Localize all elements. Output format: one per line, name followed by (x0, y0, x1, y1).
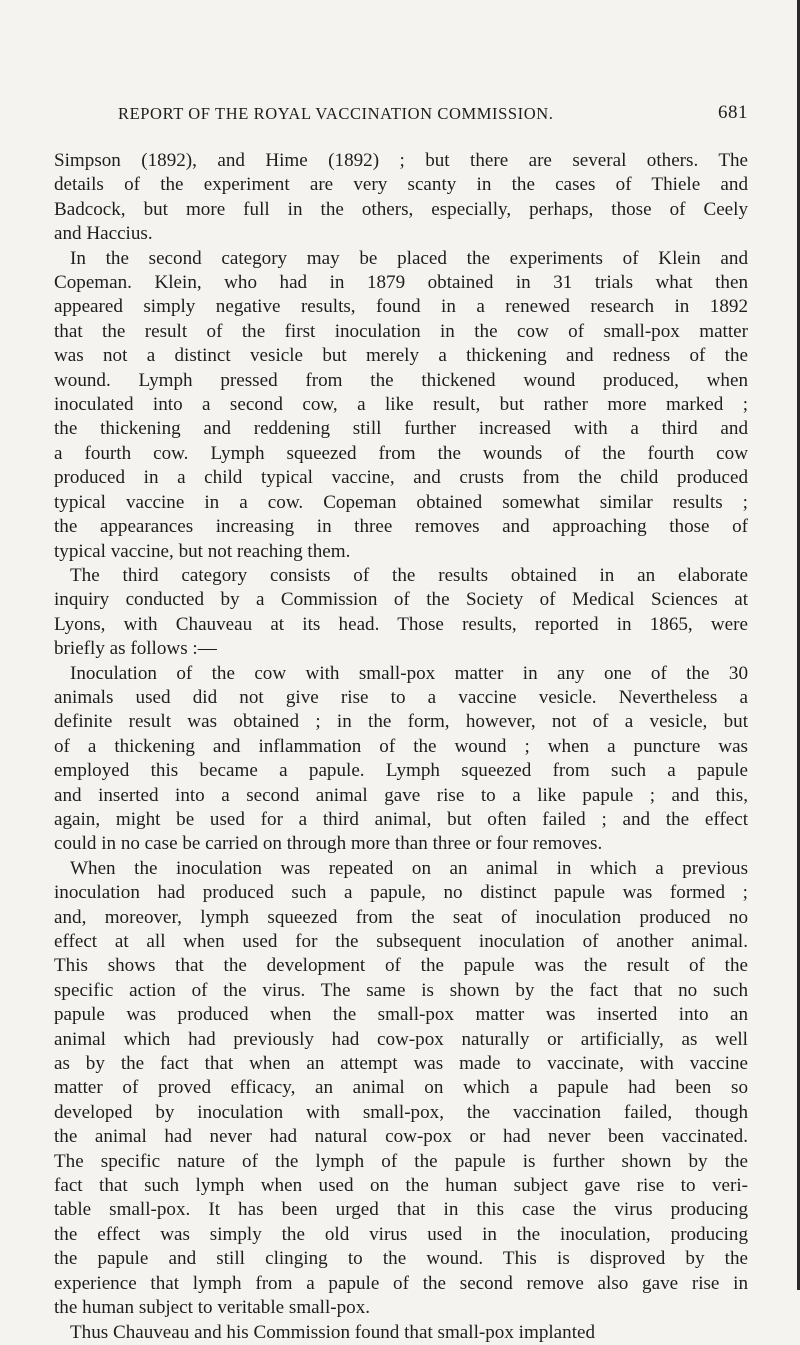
text-line: and inserted into a second animal gave rise to a like papule ; and this, (54, 784, 748, 806)
text-line: again, might be used for a third animal, but often failed ; and the effect (54, 808, 748, 830)
text-line: the appearances increasing in three removes and approaching those of (54, 516, 748, 538)
text-line: typical vaccine in a cow. Copeman obtained somewhat similar results ; (54, 491, 748, 513)
text-line: Badcock, but more full in the others, especially, perhaps, those of Ceely (54, 198, 748, 220)
text-line: inoculation had produced such a papule, no distinct papule was formed ; (54, 882, 748, 904)
text-line: produced in a child typical vaccine, and crusts from the child produced (54, 467, 748, 489)
text-line: papule was produced when the small-pox matter was inserted into an (54, 1004, 748, 1026)
text-line: matter of proved efficacy, an animal on which a papule had been so (54, 1077, 748, 1099)
text-line: employed this became a papule. Lymph squeezed from such a papule (54, 760, 748, 782)
text-line: specific action of the virus. The same is shown by the fact that no such (54, 979, 748, 1001)
text-line: the papule and still clinging to the wound. This is disproved by the (54, 1248, 748, 1270)
text-line: appeared simply negative results, found in a renewed research in 1892 (54, 296, 748, 318)
text-line: experience that lymph from a papule of the second remove also gave rise in (54, 1272, 748, 1294)
text-line: that the result of the first inoculation in the cow of small-pox matter (54, 320, 748, 342)
text-line: wound. Lymph pressed from the thickened wound produced, when (54, 369, 748, 391)
text-line: effect at all when used for the subsequent inoculation of another animal. (54, 931, 748, 952)
text-line: This shows that the development of the papule was the result of the (54, 955, 748, 977)
running-title: REPORT OF THE ROYAL VACCINATION COMMISSION. (118, 104, 554, 123)
text-line: Lyons, with Chauveau at its head. Those results, reported in 1865, were (54, 613, 748, 635)
text-line: Inoculation of the cow with small-pox matter in any one of the 30 (70, 662, 748, 684)
text-line: and, moreover, lymph squeezed from the seat of inoculation produced no (54, 906, 748, 928)
text-line: table small-pox. It has been urged that in this case the virus producing (54, 1199, 748, 1221)
text-line: The third category consists of the results obtained in an elaborate (70, 564, 748, 586)
page-number: 681 (718, 102, 748, 123)
text-line: Copeman. Klein, who had in 1879 obtained in 31 trials what then (54, 272, 748, 294)
text-line: definite result was obtained ; in the form, however, not of a vesicle, but (54, 711, 748, 733)
page-header (118, 76, 748, 123)
text-line: the thickening and reddening still further increased with a third and (54, 418, 748, 440)
text-line: typical vaccine, but not reaching them. (54, 540, 351, 562)
text-line: a fourth cow. Lymph squeezed from the wounds of the fourth cow (54, 442, 748, 464)
text-line: inquiry conducted by a Commission of the Society of Medical Sciences at (54, 589, 748, 611)
text-line: When the inoculation was repeated on an animal in which a previous (70, 857, 748, 879)
text-line: The specific nature of the lymph of the papule is further shown by the (54, 1150, 748, 1172)
text-line: could in no case be carried on through more than three or four removes. (54, 833, 603, 855)
text-line: In the second category may be placed the experiments of Klein and (70, 247, 748, 269)
text-line: briefly as follows :— (54, 638, 217, 660)
text-line: Simpson (1892), and Hime (1892) ; but there are several others. The (54, 150, 748, 171)
text-line: as by the fact that when an attempt was made to vaccinate, with vaccine (54, 1053, 748, 1075)
text-line: the effect was simply the old virus used in the inoculation, producing (54, 1223, 748, 1245)
body-text (54, 149, 748, 1345)
text-line: details of the experiment are very scanty in the cases of Thiele and (54, 174, 748, 196)
text-line: fact that such lymph when used on the human subject gave rise to veri- (54, 1175, 748, 1197)
text-line: Thus Chauveau and his Commission found that small-pox implanted (70, 1321, 596, 1343)
text-line: animals used did not give rise to a vaccine vesicle. Nevertheless a (54, 686, 748, 708)
text-line: and Haccius. (54, 223, 153, 245)
text-line: the human subject to veritable small-pox. (54, 1297, 371, 1319)
text-line: was not a distinct vesicle but merely a thickening and redness of the (54, 345, 748, 367)
text-line: of a thickening and inflammation of the wound ; when a puncture was (54, 735, 748, 757)
text-line: the animal had never had natural cow-pox or had never been vaccinated. (54, 1126, 748, 1148)
text-line: inoculated into a second cow, a like result, but rather more marked ; (54, 394, 748, 416)
text-line: animal which had previously had cow-pox naturally or artificially, as well (54, 1028, 748, 1050)
text-line: developed by inoculation with small-pox, the vaccination failed, though (54, 1101, 748, 1123)
